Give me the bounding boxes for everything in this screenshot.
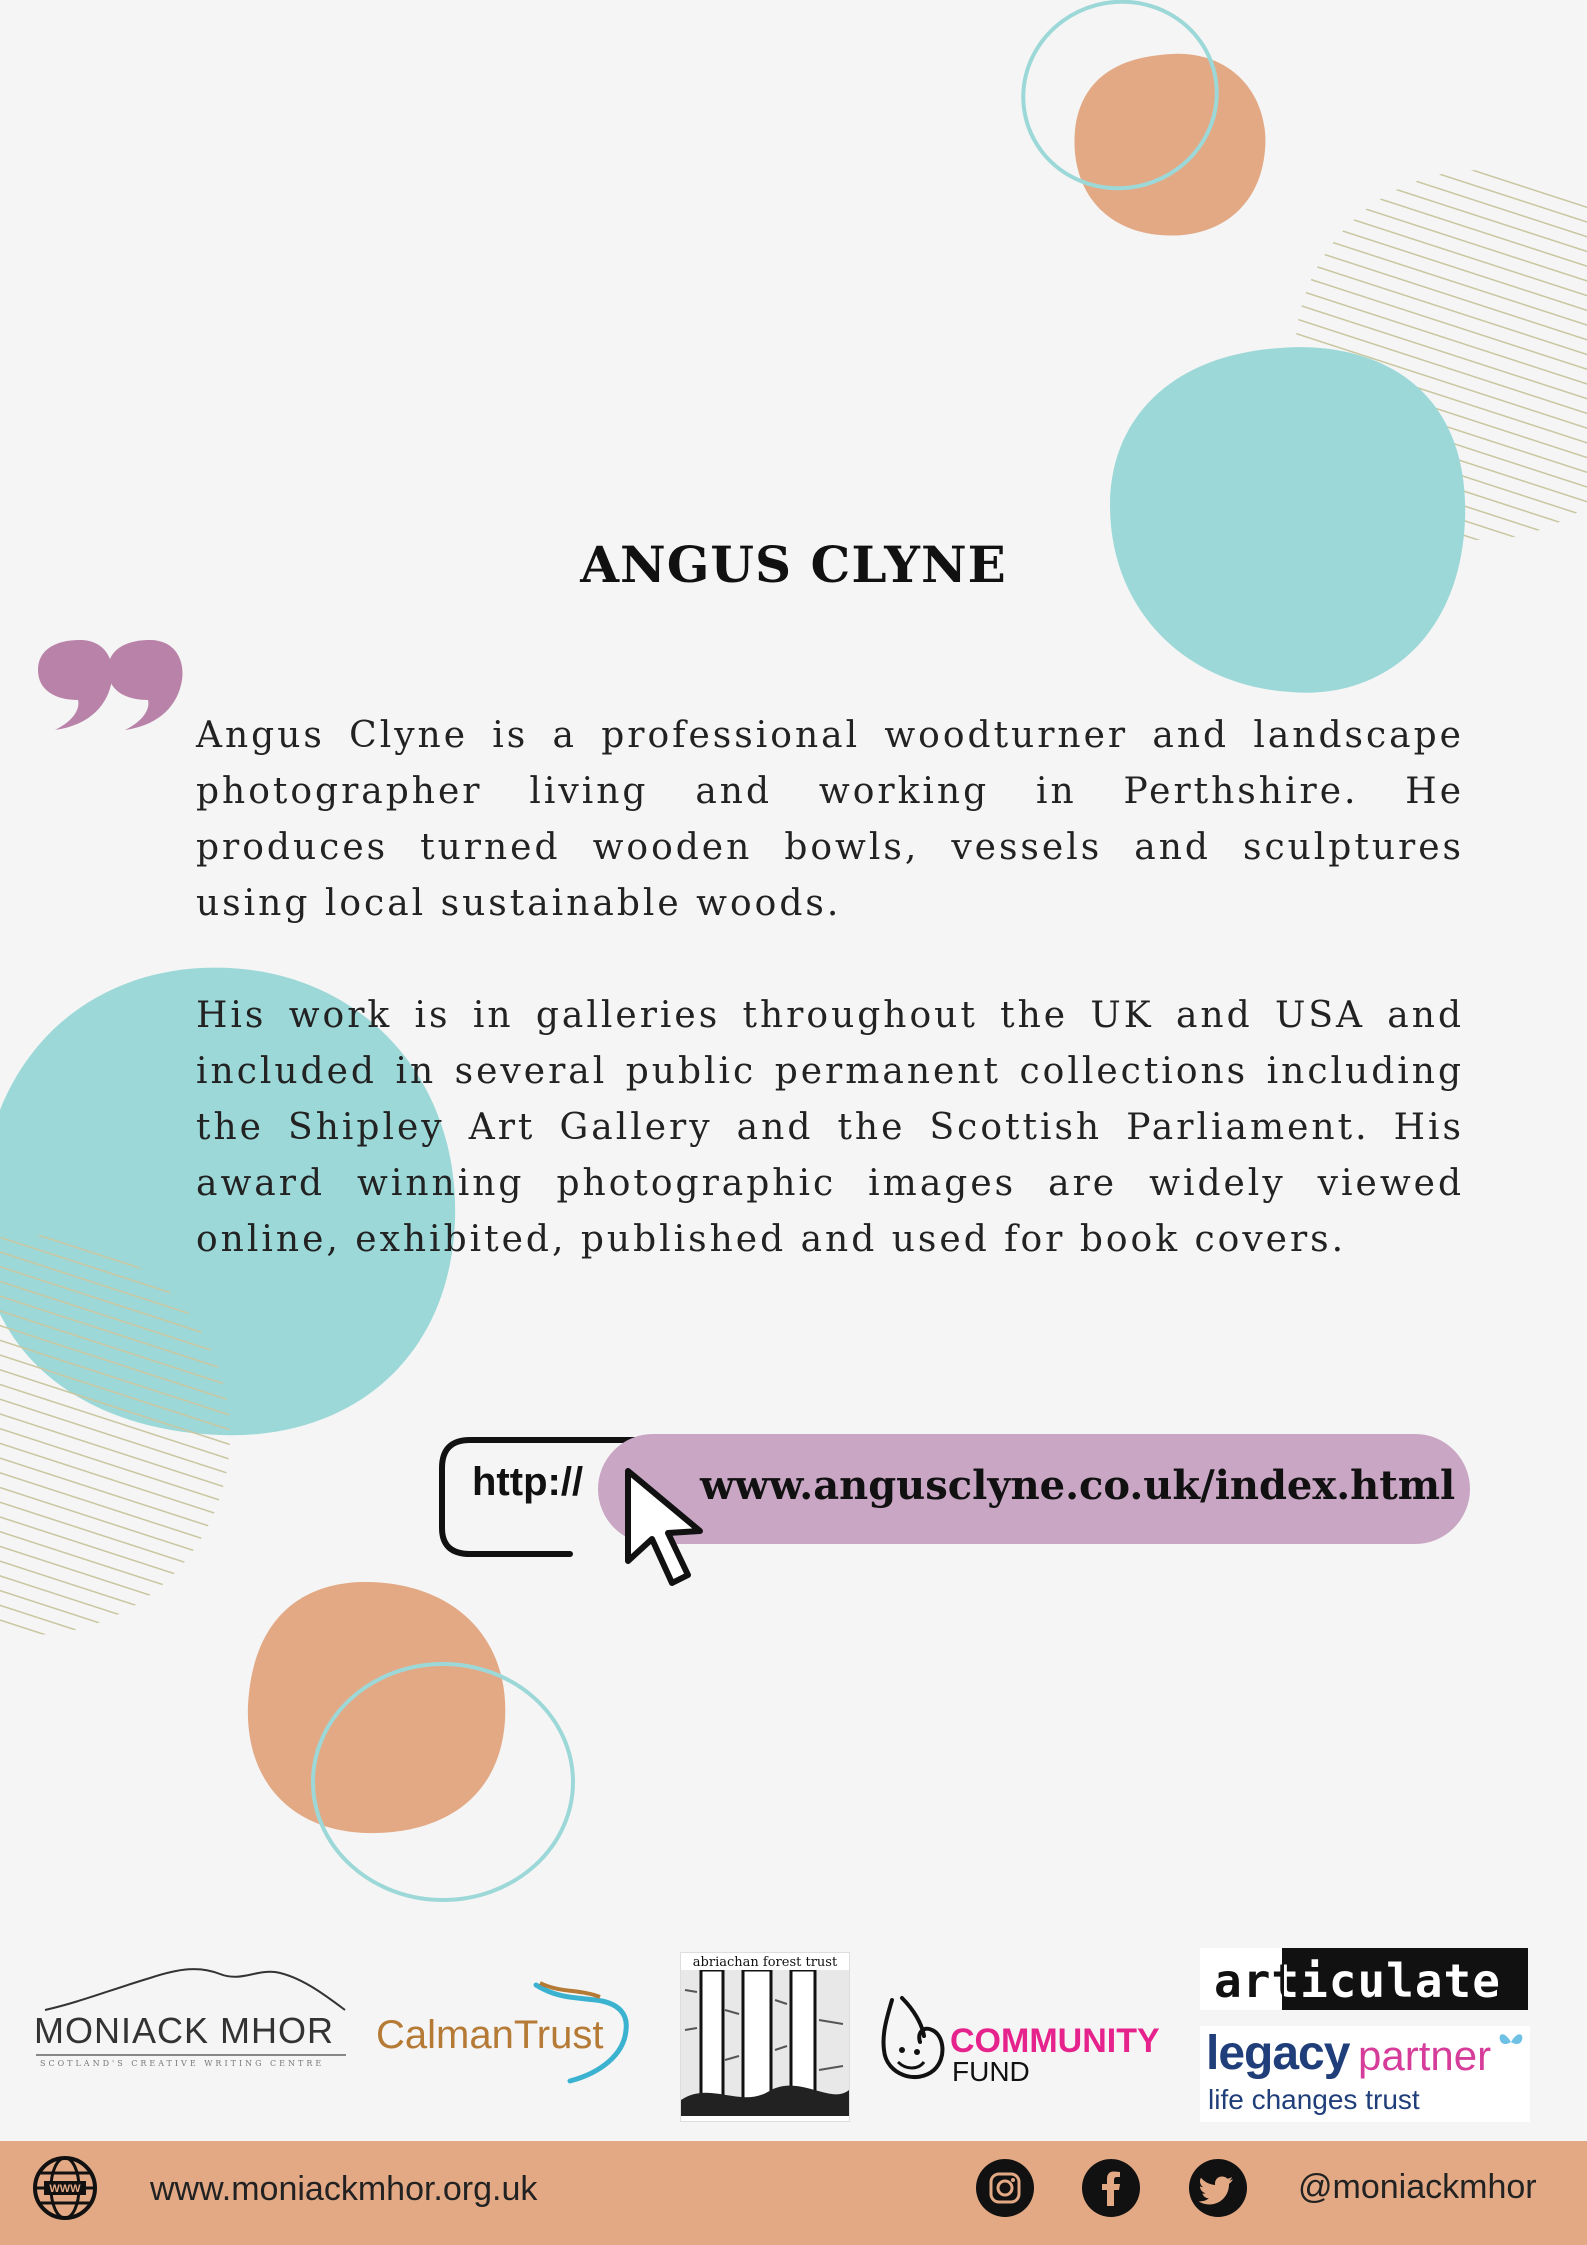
abriachan-label: abriachan forest trust [692,1955,838,1970]
moniack-mhor-divider [36,2054,346,2056]
calman-trust-logo: CalmanTrust [376,2013,604,2057]
globe-icon [32,2155,98,2221]
facebook-icon[interactable] [1081,2158,1141,2218]
calman-bird-icon [530,1975,640,2085]
forest-trees-icon [681,1970,849,2116]
articulate-logo [1200,1948,1528,2010]
http-prefix: http:// [472,1460,584,1504]
moniack-mhor-tagline: SCOTLAND'S CREATIVE WRITING CENTRE [40,2059,325,2068]
cursor-icon [620,1465,710,1595]
footer-website[interactable]: www.moniackmhor.org.uk [150,2170,538,2208]
website-url[interactable]: www.angusclyne.co.uk/index.html [700,1462,1456,1509]
quote-mark-icon [38,640,183,730]
moniack-mhor-logo: MONIACK MHOR [34,2010,334,2051]
butterfly-icon [1496,2028,1526,2056]
bio-paragraph-1: Angus Clyne is a professional woodturner and landscape photographer living and working in Perthshire. He produces turned wooden bowls, vessels and sculptures using local sustainable woods. [196,715,1464,924]
lottery-hand-icon [862,1980,952,2090]
community-fund-subtitle: FUND [952,2056,1030,2087]
community-fund-logo: COMMUNITY [950,2022,1160,2060]
peach-blob-bottom [248,1582,505,1833]
life-changes-trust: life changes trust [1208,2084,1420,2115]
instagram-icon[interactable] [975,2158,1035,2218]
footer-social-handle[interactable]: @moniackmhor [1298,2168,1537,2206]
svg-text:WWW: WWW [49,2183,81,2195]
legacy-word: legacy [1206,2027,1350,2080]
teal-blob-right [1110,347,1465,693]
articulate-text: articulate [1214,1954,1501,2008]
legacy-partner-logo [1200,2026,1530,2122]
peach-blob-top [1074,54,1265,236]
twitter-icon[interactable] [1188,2158,1248,2218]
bio-paragraph-2: His work is in galleries throughout the UK and USA and included in several public permanent collections including the Shipley Art Gallery and the Scottish Parliament. His award winning photographic images are widely viewed online, exhibited, published and used for book covers. [196,995,1464,1260]
partner-word: partner [1358,2032,1492,2079]
abriachan-forest-trust-logo [680,1952,850,2122]
page-title: ANGUS CLYNE [580,535,1007,594]
